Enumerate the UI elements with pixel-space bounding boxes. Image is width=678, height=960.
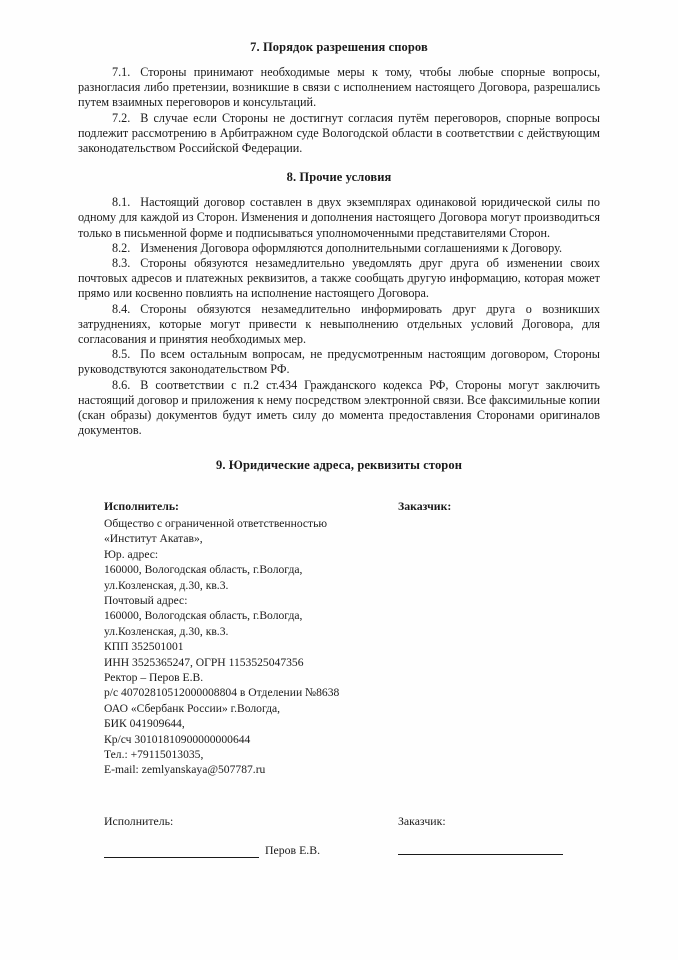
paragraph-7-1 [78, 65, 600, 111]
signature-customer-line[interactable] [398, 843, 563, 855]
requisites-executor-line-7: 160000, Вологодская область, г.Вологда, [104, 609, 303, 623]
document-content [78, 40, 600, 858]
paragraph-8-5 [78, 347, 600, 377]
requisites-executor-line-11: Ректор – Перов Е.В. [104, 670, 204, 684]
paragraph-8-1 [78, 195, 600, 241]
requisites-executor-label: Исполнитель: [104, 499, 179, 514]
signature-executor-name: Перов Е.В. [265, 842, 321, 857]
paragraph-number-8-5: 8.5. [112, 347, 131, 362]
requisites-executor-line-1: Общество с ограниченной ответственностью [104, 516, 328, 530]
paragraph-text-7-2: В случае если Стороны не достигнут согласия путём переговоров, спорные вопросы подлежит рассмотрению в Арбитражном суде Вологодской области в соответствии с действующим законодательством Российской Федерации. [78, 110, 600, 156]
paragraph-8-2 [78, 241, 600, 256]
paragraph-7-2 [78, 111, 600, 157]
requisites-executor-line-16: Тел.: +79115013035, [104, 747, 204, 761]
paragraph-number-8-4: 8.4. [112, 301, 131, 316]
requisites-customer-column [378, 499, 600, 515]
requisites-executor-line-17: E-mail: zemlyanskaya@507787.ru [104, 763, 266, 777]
signature-executor-line[interactable] [104, 846, 259, 858]
requisites-executor-column [78, 499, 378, 777]
signature-executor-label: Исполнитель: [104, 813, 174, 828]
paragraph-number-8-2: 8.2. [112, 240, 131, 255]
requisites-executor-line-5: ул.Козленская, д.30, кв.3. [104, 578, 229, 592]
signature-customer-row [398, 843, 600, 855]
paragraph-number-8-1: 8.1. [112, 195, 131, 210]
paragraph-8-6 [78, 378, 600, 439]
paragraph-number-7-1: 7.1. [112, 65, 131, 79]
section-heading-7: 7. Порядок разрешения споров [250, 40, 428, 54]
requisites-block [78, 499, 600, 777]
section-heading-8: 8. Прочие условия [286, 170, 392, 185]
paragraph-8-3 [78, 256, 600, 302]
requisites-executor-line-10: ИНН 3525365247, ОГРН 1153525047356 [104, 655, 304, 669]
requisites-executor-line-4: 160000, Вологодская область, г.Вологда, [104, 563, 303, 577]
requisites-executor-line-9: КПП 352501001 [104, 640, 184, 654]
requisites-executor-line-15: Кр/сч 30101810900000000644 [104, 732, 251, 746]
requisites-executor-line-12: р/с 40702810512000008804 в Отделении №8638 [104, 686, 340, 700]
requisites-executor-line-6: Почтовый адрес: [104, 593, 188, 607]
requisites-customer-label: Заказчик: [398, 499, 452, 514]
requisites-executor-line-13: ОАО «Сбербанк России» г.Вологда, [104, 701, 281, 715]
signature-customer-column [378, 814, 600, 855]
paragraph-number-8-6: 8.6. [112, 377, 131, 392]
paragraph-text-8-4: Стороны обязуются незамедлительно информировать друг друга о возникших затруднениях, которые могут привести к невыполнению отдельных условий Договора, для согласования и принятия необходимых мер. [78, 301, 600, 347]
requisites-executor-line-3: Юр. адрес: [104, 547, 159, 561]
paragraph-text-7-1: Стороны принимают необходимые меры к тому, чтобы любые спорные вопросы, разногласия либо претензии, возникшие в связи с исполнением настоящего Договора, разрешались путем взаимных переговоров и консультаций. [78, 65, 600, 110]
paragraph-text-8-1: Настоящий договор составлен в двух экземплярах одинаковой юридической силы по одному для каждой из Сторон. Изменения и дополнения настоящего Договора могут производиться только в письменной форме и подписываться уполномоченными представителями Сторон. [78, 195, 600, 240]
paragraph-text-8-2: Изменения Договора оформляются дополнительными соглашениями к Договору. [140, 240, 562, 255]
signature-block [78, 814, 600, 858]
section-heading-9: 9. Юридические адреса, реквизиты сторон [215, 458, 463, 473]
paragraph-text-8-6: В соответствии с п.2 ст.434 Гражданского кодекса РФ, Стороны могут заключить настоящий договор и приложения к нему посредством электронной связи. Все факсимильные копии (скан образы) документов будут иметь силу до момента предоставления Сторонами оригиналов документов. [78, 377, 600, 438]
requisites-executor-line-8: ул.Козленская, д.30, кв.3. [104, 624, 229, 638]
paragraph-number-8-3: 8.3. [112, 256, 131, 271]
signature-executor-row [104, 843, 378, 858]
paragraph-number-7-2: 7.2. [112, 110, 131, 125]
paragraph-text-8-5: По всем остальным вопросам, не предусмотренным настоящим договором, Стороны руководствуются законодательством РФ. [78, 347, 600, 377]
requisites-executor-line-14: БИК 041909644, [104, 717, 185, 731]
signature-executor-column [78, 814, 378, 858]
paragraph-8-4 [78, 302, 600, 348]
signature-customer-label: Заказчик: [398, 813, 446, 828]
requisites-columns [78, 499, 600, 777]
requisites-executor-line-2: «Институт Акатав», [104, 532, 203, 546]
paragraph-text-8-3: Стороны обязуются незамедлительно уведомлять друг друга об изменении своих почтовых адресов и платежных реквизитов, а также сообщать другую информацию, которая может прямо или косвенно повлиять на исполнение настоящего Договора. [78, 256, 600, 301]
